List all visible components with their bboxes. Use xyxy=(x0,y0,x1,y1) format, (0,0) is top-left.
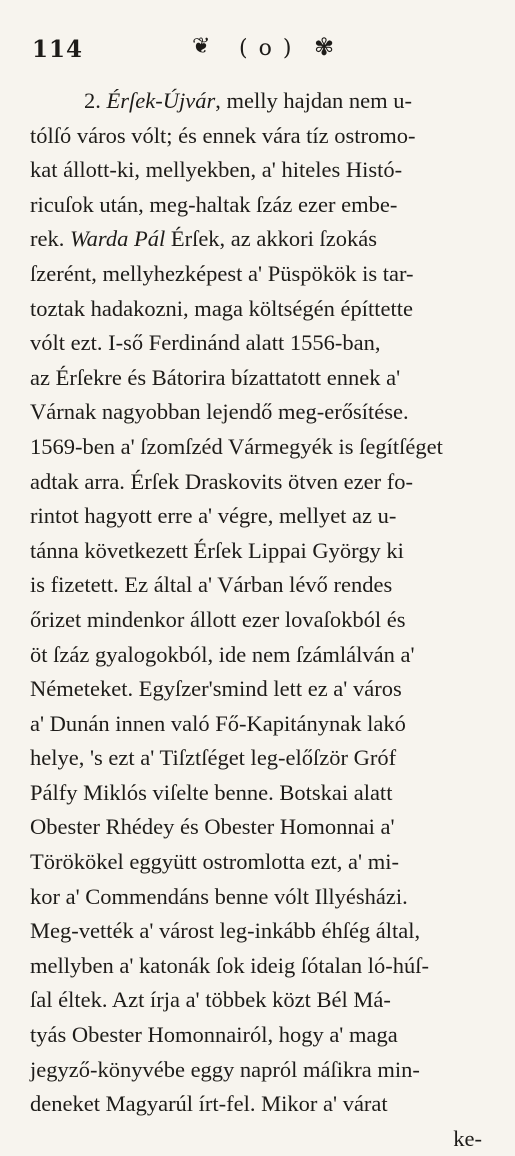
text-line: vólt ezt. I-ső Ferdinánd alatt 1556-ban, xyxy=(30,330,381,356)
fleuron-ornament-icon: ❦ xyxy=(192,34,211,59)
text-line: ſal éltek. Azt írja a' többek közt Bél Má- xyxy=(30,987,391,1013)
text-line: a' Dunán innen való Fő-Kapitánynak lakó xyxy=(30,710,406,736)
text-line: Meg-vették a' várost leg-inkább éhſég által, xyxy=(30,918,421,944)
text-line: Várnak nagyobban lejendő meg-erősítése. xyxy=(30,399,409,425)
text-line: rek. Warda Pál Érſek, az akkori ſzokás xyxy=(30,226,377,252)
text-line: kor a' Commendáns benne vólt Illyésházi. xyxy=(30,883,408,909)
text-line: tánna következett Érſek Lippai György ki xyxy=(30,537,404,563)
text-line: mellyben a' katonák ſok ideig ſótalan ló-húſ- xyxy=(30,952,429,978)
text-line: ſzerént, mellyhezképest a' Püspökök is tar- xyxy=(30,260,414,286)
paragraph-number: 2. xyxy=(84,88,107,113)
text-line: kat állott-ki, mellyekben, a' hiteles Histó- xyxy=(30,157,403,183)
text-line: 2. Érſek-Újvár, melly hajdan nem u- xyxy=(84,88,413,113)
text-line: toztak hadakozni, maga költségén építtette xyxy=(30,295,413,321)
text-line: ricuſok után, meg-haltak ſzáz ezer embe- xyxy=(30,191,398,217)
section-mark: ( o ) xyxy=(239,36,294,61)
page-header xyxy=(32,34,482,66)
text-line: Németeket. Egyſzer'smind lett ez a' város xyxy=(30,676,402,702)
text-line: rintot hagyott erre a' végre, mellyet az u- xyxy=(30,503,397,529)
text-line: öt ſzáz gyalogokból, ide nem ſzámlálván a' xyxy=(30,641,415,667)
flower-ornament-icon: ✾ xyxy=(314,33,335,61)
text-line: helye, 's ezt a' Tiſztſéget leg-előſzör Gróf xyxy=(30,745,397,771)
text-line: deneket Magyarúl írt-fel. Mikor a' várat xyxy=(30,1091,388,1117)
text-line: adtak arra. Érſek Draskovits ötven ezer fo- xyxy=(30,468,413,494)
text-line: Obester Rhédey és Obester Homonnai a' xyxy=(30,814,395,840)
text-line: Pálfy Miklós viſelte benne. Botskai alatt xyxy=(30,779,393,805)
place-name-italic: Érſek-Újvár xyxy=(106,88,216,113)
page-number: 114 xyxy=(32,36,84,63)
text-line: az Érſekre és Bátorira bízattatott ennek a' xyxy=(30,364,401,390)
person-name-italic: Warda Pál xyxy=(69,226,166,252)
text-line: jegyző-könyvébe eggy napról máſikra min- xyxy=(30,1056,420,1082)
text-line: is fizetett. Ez által a' Várban lévő rendes xyxy=(30,572,393,598)
body-text xyxy=(30,84,490,1156)
text-line: tyás Obester Homonnairól, hogy a' maga xyxy=(30,1022,398,1048)
text-line: Törökökel eggyütt ostromlotta ezt, a' mi- xyxy=(30,849,399,875)
text-line: tólſó város vólt; és ennek vára tíz ostromo- xyxy=(30,122,416,148)
text-line: őrizet mindenkor állott ezer lovaſokból és xyxy=(30,606,406,632)
text-line: 1569-ben a' ſzomſzéd Vármegyék is ſegítſéget xyxy=(30,433,443,459)
catchword: ke- xyxy=(453,1125,482,1151)
